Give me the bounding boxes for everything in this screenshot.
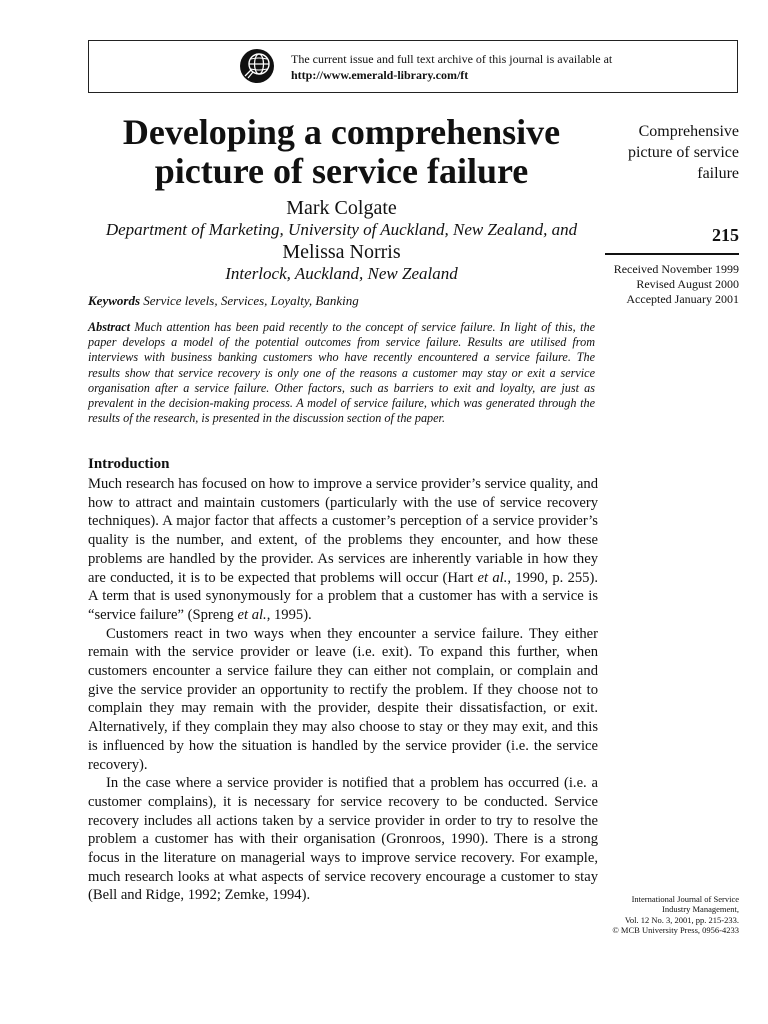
abstract-label: Abstract [88,320,130,334]
title-line-1: Developing a comprehensive [122,112,561,152]
journal-citation: International Journal of Service Industry Management, Vol. 12 No. 3, 2001, pp. 215-233. © MCB University Press, 0956-4233 [612,894,739,935]
abstract [88,320,595,426]
banner-url-link[interactable]: http://www.emerald-library.com/ft [291,68,469,82]
author-2: Melissa Norris [282,241,401,263]
keywords [88,293,595,309]
journal-banner [88,40,738,93]
keywords-text: Service levels, Services, Loyalty, Banking [143,293,359,308]
abstract-text: Much attention has been paid recently to the concept of service failure. In light of this, the paper develops a model of the potential outcomes from service failure. Results are utilised from interviews with business banking customers who have recently encountered a service failure. The results show that service recovery is only one of the reasons a customer may stay or exit a service organisation after a service failure. Other factors, such as barriers to exit and loyalty, are just as prevalent in the decision-making process. A model of service failure, which was generated through the results of the research, is presented in the discussion section of the paper. [88,320,595,426]
paragraph-1: Much research has focused on how to improve a service provider’s service quality, and how to attract and maintain customers (particularly with the use of service recovery techniques). A major factor that affects a customer’s perception of a service provider’s quality is the number, and extent, of the problems they encounter, and how these problems are handled by the provider. As services are inherently variable in how they are conducted, it is to be expected that problems will occur (Hart et al., 1990, p. 255). A term that is used synonymously for a problem that a customer has with a service is “service failure” (Spreng et al., 1995). [88,476,598,623]
article-title [88,113,595,191]
submission-dates: Received November 1999 Revised August 2000 Accepted January 2001 [613,262,739,306]
globe-logo-icon [239,48,275,84]
affiliation-2: Interlock, Auckland, New Zealand [225,264,458,283]
section-heading-introduction: Introduction [88,456,170,472]
title-line-2: picture of service failure [154,151,529,191]
banner-notice: The current issue and full text archive of this journal is available at [291,52,613,66]
author-block [88,196,595,284]
paragraph-3: In the case where a service provider is notified that a problem has occurred (i.e. a customer complains), it is necessary for service recovery to be conducted. Service recovery includes all actions taken by a service provider in order to try to resolve the problem a customer has with their organisation (Gronroos, 1990). There is a strong focus in the literature on managerial ways to improve service recovery. For example, much research looks at what aspects of service recovery encourage a customer to stay (Bell and Ridge, 1992; Zemke, 1994). [88,775,598,904]
author-1: Mark Colgate [286,197,397,219]
sidebar-divider [605,253,739,255]
body-text [88,475,598,905]
affiliation-1: Department of Marketing, University of Auckland, New Zealand, and [105,220,578,239]
paragraph-2: Customers react in two ways when they encounter a service failure. They either remain with the service provider or leave (i.e. exit). To expand this further, when customers encounter a service failure they can either not complain, or complain and give the service provider an opportunity to rectify the problem. If they choose not to complain they may remain with the provider, despite their dissatisfaction, or exit. Alternatively, if they complain they may also choose to stay or they may exit, and this is influenced by how the situation is handled by the service provider (i.e. the service recovery). [88,625,598,773]
keywords-label: Keywords [88,293,140,308]
running-title: Comprehensive picture of service failure [627,123,739,182]
page-number: 215 [712,225,739,245]
